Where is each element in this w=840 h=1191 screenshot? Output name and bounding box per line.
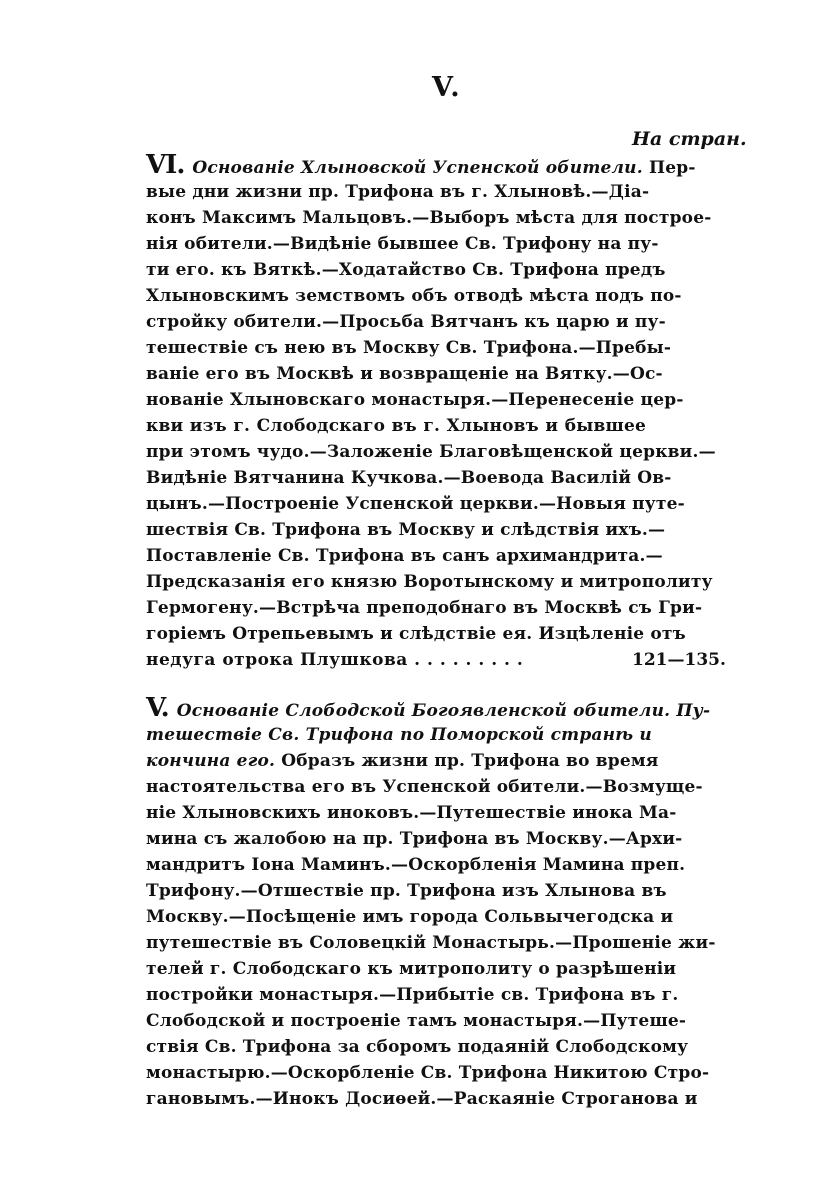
toc-line: телей г. Слободскаго къ митрополиту о разрѣшеніи — [146, 959, 677, 979]
toc-line: Трифону.—Отшествіе пр. Трифона изъ Хлынова въ — [146, 881, 667, 901]
toc-line: мина съ жалобою на пр. Трифона въ Москву.—Архи- — [146, 829, 683, 849]
toc-section-5 — [146, 693, 716, 1134]
toc-line: цынъ.—Построеніе Успенской церкви.—Новыя путе- — [146, 494, 685, 514]
toc-line: Видѣніе Вятчанина Кучкова.—Воевода Василій Ов- — [146, 468, 672, 488]
toc-line: Слободской и построеніе тамъ монастыря.—Путеше- — [146, 1011, 687, 1031]
toc-line: стройку обители.—Просьба Вятчанъ къ царю и пу- — [146, 312, 666, 332]
chapter-title: Основаніе Слободской Богоявленской обители. Пу- — [176, 701, 711, 721]
toc-line: Предсказанія его князю Воротынскому и митрополиту — [146, 572, 713, 592]
toc-line: Москву.—Посѣщеніе имъ города Сольвычегодска и — [146, 907, 674, 927]
toc-line: ніе Хлыновскихъ иноковъ.—Путешествіе инока Ма- — [146, 803, 677, 823]
toc-line: нія обители.—Видѣніе бывшее Св. Трифону на пу- — [146, 234, 659, 254]
toc-line: горіемъ Отрепьевымъ и слѣдствіе ея. Изцѣленіе отъ — [146, 624, 686, 644]
toc-line: ти его. къ Вяткѣ.—Ходатайство Св. Трифона предъ — [146, 260, 666, 280]
chapter-numeral: VI. — [146, 150, 185, 180]
toc-line: монастырю.—Оскорбленіе Св. Трифона Никитою Стро- — [146, 1063, 710, 1083]
line-text: Образъ жизни пр. Трифона во время — [275, 751, 659, 771]
toc-line: шествія Св. Трифона въ Москву и слѣдствія ихъ.— — [146, 520, 666, 540]
toc-line: гановымъ.—Инокъ Досиѳей.—Раскаяніе Строганова и — [146, 1089, 698, 1109]
page-number: V. — [432, 72, 462, 103]
chapter-title: кончина его. — [146, 751, 276, 771]
toc-line: Гермогену.—Встрѣча преподобнаго въ Москвѣ съ Гри- — [146, 598, 703, 618]
toc-line: конъ Максимъ Мальцовъ.—Выборъ мѣста для построе- — [146, 208, 712, 228]
chapter-title: Основаніе Хлыновской Успенской обители. — [192, 158, 643, 178]
toc-line: при этомъ чудо.—Заложеніе Благовѣщенской церкви.— — [146, 442, 716, 462]
toc-line: недуга отрока Плушкова . . . . . . . . . — [146, 650, 524, 670]
toc-line: настоятельства его въ Успенской обители.—Возмуще- — [146, 777, 703, 797]
toc-line: ствія Св. Трифона за сборомъ подаяній Слободскому — [146, 1037, 689, 1057]
toc-line: Поставленіе Св. Трифона въ санъ архимандрита.— — [146, 546, 663, 566]
toc-line: тешествіе съ нею въ Москву Св. Трифона.—Пребы- — [146, 338, 672, 358]
toc-line — [146, 693, 711, 723]
toc-line — [146, 150, 696, 180]
page-range: 121—135. — [632, 650, 726, 670]
chapter-numeral: V. — [146, 693, 169, 723]
toc-line: мандритъ Іона Маминъ.—Оскорбленія Мамина преп. — [146, 855, 686, 875]
toc-line: кви изъ г. Слободскаго въ г. Хлыновъ и бывшее — [146, 416, 646, 436]
toc-line: Хлыновскимъ земствомъ объ отводѣ мѣста подъ по- — [146, 286, 682, 306]
toc-line: путешествіе въ Соловецкій Монастырь.—Прошеніе жи- — [146, 933, 716, 953]
line-text: Пер- — [642, 158, 696, 178]
toc-line: ваніе его въ Москвѣ и возвращеніе на Вятку.—Ос- — [146, 364, 663, 384]
toc-line: тешествіе Св. Трифона по Поморской странѣ и — [146, 725, 652, 745]
column-header: На стран. — [632, 128, 747, 150]
toc-line: нованіе Хлыновскаго монастыря.—Перенесеніе цер- — [146, 390, 684, 410]
toc-line: постройки монастыря.—Прибытіе св. Трифона въ г. — [146, 985, 679, 1005]
toc-line — [146, 747, 659, 775]
toc-line: вые дни жизни пр. Трифона въ г. Хлыновѣ.—Діа- — [146, 182, 650, 202]
